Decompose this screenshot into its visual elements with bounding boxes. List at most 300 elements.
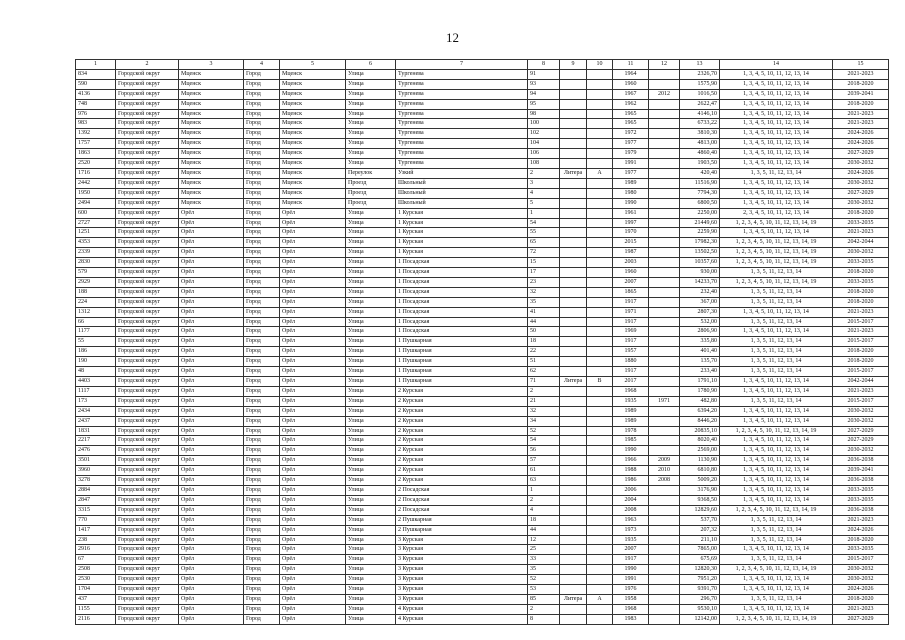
table-cell: 2033-2035 xyxy=(833,485,889,495)
table-cell xyxy=(649,485,680,495)
table-cell: 2042-2044 xyxy=(833,238,889,248)
table-cell: 2030-2032 xyxy=(833,575,889,585)
table-cell: 1, 3, 4, 5, 10, 11, 12, 13, 14 xyxy=(720,307,833,317)
table-cell xyxy=(649,268,680,278)
table-cell: 3176,90 xyxy=(680,485,720,495)
table-cell: Улица xyxy=(346,208,396,218)
table-cell: 9368,50 xyxy=(680,495,720,505)
table-row xyxy=(76,238,889,248)
table-cell: 33 xyxy=(528,555,560,565)
table-cell: 1, 3, 4, 5, 10, 11, 12, 13, 14 xyxy=(720,406,833,416)
table-cell: Мценск xyxy=(280,69,346,79)
table-cell: Орёл xyxy=(280,327,346,337)
table-row xyxy=(76,178,889,188)
table-cell: 41 xyxy=(528,307,560,317)
table-cell: Орёл xyxy=(179,208,244,218)
table-cell: Орёл xyxy=(280,297,346,307)
table-cell: 63 xyxy=(528,476,560,486)
table-row xyxy=(76,357,889,367)
table-cell xyxy=(587,188,613,198)
table-cell: Тургенева xyxy=(396,119,528,129)
table-cell xyxy=(649,416,680,426)
table-cell: 6733,22 xyxy=(680,119,720,129)
table-cell xyxy=(649,495,680,505)
table-cell: 2024-2026 xyxy=(833,168,889,178)
table-cell: Улица xyxy=(346,377,396,387)
table-cell: Орёл xyxy=(280,238,346,248)
table-cell: 2018-2020 xyxy=(833,287,889,297)
table-cell: Школьный xyxy=(396,198,528,208)
table-cell xyxy=(560,575,587,585)
table-cell xyxy=(587,327,613,337)
table-cell: Улица xyxy=(346,139,396,149)
table-cell: 1, 2, 3, 4, 5, 10, 11, 12, 13, 14, 19 xyxy=(720,248,833,258)
table-cell: Город xyxy=(244,268,280,278)
table-cell: Городской округ xyxy=(116,476,179,486)
table-cell: 2021-2023 xyxy=(833,515,889,525)
table-cell: Улица xyxy=(346,485,396,495)
table-cell: 4353 xyxy=(76,238,116,248)
table-cell xyxy=(560,386,587,396)
table-cell: Город xyxy=(244,485,280,495)
table-cell: 1977 xyxy=(613,139,649,149)
table-cell: 3 Курская xyxy=(396,594,528,604)
table-cell: 32 xyxy=(528,406,560,416)
table-cell: 1, 3, 5, 11, 12, 13, 14 xyxy=(720,555,833,565)
table-cell: Улица xyxy=(346,367,396,377)
table-cell: 2 Курская xyxy=(396,436,528,446)
table-row xyxy=(76,89,889,99)
table-cell xyxy=(649,198,680,208)
table-cell: 44 xyxy=(528,525,560,535)
column-header: 1 xyxy=(76,60,116,70)
table-row xyxy=(76,466,889,476)
table-cell: 2 Курская xyxy=(396,426,528,436)
table-cell: Орёл xyxy=(280,307,346,317)
table-cell: Тургенева xyxy=(396,149,528,159)
table-cell: 57 xyxy=(528,456,560,466)
table-cell: 1965 xyxy=(613,119,649,129)
table-cell xyxy=(560,416,587,426)
table-cell xyxy=(649,327,680,337)
table-cell xyxy=(649,505,680,515)
table-cell: Литера xyxy=(560,168,587,178)
table-cell: 44 xyxy=(528,317,560,327)
table-cell: Орёл xyxy=(179,337,244,347)
table-cell: Орёл xyxy=(179,357,244,367)
table-cell: 102 xyxy=(528,129,560,139)
table-cell: 1155 xyxy=(76,604,116,614)
table-cell xyxy=(587,317,613,327)
table-cell: 2 Курская xyxy=(396,406,528,416)
table-cell xyxy=(587,228,613,238)
column-header: 8 xyxy=(528,60,560,70)
table-cell: Орёл xyxy=(280,416,346,426)
table-cell: Городской округ xyxy=(116,277,179,287)
table-cell: Городской округ xyxy=(116,456,179,466)
table-cell: 2009 xyxy=(649,456,680,466)
table-cell: Орёл xyxy=(179,456,244,466)
table-cell: 1 Пушкарная xyxy=(396,377,528,387)
table-cell: 1, 3, 4, 5, 10, 11, 12, 13, 14 xyxy=(720,188,833,198)
table-cell: Город xyxy=(244,535,280,545)
table-cell: 85 xyxy=(528,594,560,604)
table-cell: Городской округ xyxy=(116,297,179,307)
table-cell: 1, 3, 5, 11, 12, 13, 14 xyxy=(720,317,833,327)
table-cell: Город xyxy=(244,416,280,426)
table-cell: 1312 xyxy=(76,307,116,317)
table-cell xyxy=(649,238,680,248)
table-cell xyxy=(560,317,587,327)
table-cell: 8020,40 xyxy=(680,436,720,446)
table-cell: 23 xyxy=(528,277,560,287)
table-cell: 2847 xyxy=(76,495,116,505)
column-header: 14 xyxy=(720,60,833,70)
table-cell: 1917 xyxy=(613,337,649,347)
table-cell: 1969 xyxy=(613,327,649,337)
table-cell: Город xyxy=(244,188,280,198)
table-cell: 590 xyxy=(76,79,116,89)
table-cell: Орёл xyxy=(280,505,346,515)
table-cell xyxy=(649,159,680,169)
table-cell xyxy=(587,99,613,109)
table-cell: 367,00 xyxy=(680,297,720,307)
table-cell: Мценск xyxy=(179,89,244,99)
table-row xyxy=(76,297,889,307)
table-cell: Орёл xyxy=(179,386,244,396)
table-cell: 2442 xyxy=(76,178,116,188)
table-cell xyxy=(649,79,680,89)
table-cell: Город xyxy=(244,109,280,119)
table-cell xyxy=(560,367,587,377)
table-cell xyxy=(560,347,587,357)
table-cell xyxy=(560,485,587,495)
table-cell: 2039-2041 xyxy=(833,89,889,99)
table-cell xyxy=(587,515,613,525)
table-cell xyxy=(587,367,613,377)
table-cell xyxy=(649,386,680,396)
table-cell: Тургенева xyxy=(396,129,528,139)
table-row xyxy=(76,228,889,238)
table-cell xyxy=(560,456,587,466)
table-cell: 2929 xyxy=(76,277,116,287)
table-cell: 2036-2038 xyxy=(833,505,889,515)
table-cell: 1130,90 xyxy=(680,456,720,466)
table-cell: 1, 2, 3, 4, 5, 10, 11, 12, 13, 14, 19 xyxy=(720,277,833,287)
table-cell: 1 Пушкарная xyxy=(396,347,528,357)
table-cell: 1865 xyxy=(613,287,649,297)
table-cell: Орёл xyxy=(179,317,244,327)
table-cell: 1 Посадская xyxy=(396,287,528,297)
table-cell: Мценск xyxy=(179,188,244,198)
table-cell: Орёл xyxy=(179,575,244,585)
table-cell: Орёл xyxy=(179,485,244,495)
table-cell: 2437 xyxy=(76,416,116,426)
table-cell: 1935 xyxy=(613,396,649,406)
table-cell xyxy=(587,614,613,624)
table-cell: 1990 xyxy=(613,565,649,575)
table-cell: Улица xyxy=(346,337,396,347)
table-cell: 1967 xyxy=(613,89,649,99)
table-cell xyxy=(560,287,587,297)
table-row xyxy=(76,386,889,396)
table-cell: Улица xyxy=(346,406,396,416)
column-header: 6 xyxy=(346,60,396,70)
table-cell: 2 Курская xyxy=(396,396,528,406)
table-cell: Улица xyxy=(346,585,396,595)
table-row xyxy=(76,377,889,387)
table-cell: Городской округ xyxy=(116,585,179,595)
table-cell xyxy=(587,386,613,396)
table-cell: 1 Курская xyxy=(396,248,528,258)
table-cell: 1, 3, 4, 5, 10, 11, 12, 13, 14 xyxy=(720,129,833,139)
table-cell: 1, 3, 5, 11, 12, 13, 14 xyxy=(720,515,833,525)
table-cell: Орёл xyxy=(179,505,244,515)
table-cell: 12 xyxy=(528,535,560,545)
table-cell: Город xyxy=(244,297,280,307)
table-cell: Улица xyxy=(346,238,396,248)
table-cell xyxy=(560,69,587,79)
table-row xyxy=(76,198,889,208)
table-cell: 61 xyxy=(528,466,560,476)
table-cell: Городской округ xyxy=(116,327,179,337)
table-cell: Орёл xyxy=(179,585,244,595)
table-cell xyxy=(560,476,587,486)
table-cell: 1, 3, 4, 5, 10, 11, 12, 13, 14 xyxy=(720,436,833,446)
table-cell xyxy=(560,119,587,129)
table-cell: Городской округ xyxy=(116,149,179,159)
table-cell: 1, 3, 4, 5, 10, 11, 12, 13, 14 xyxy=(720,119,833,129)
table-cell: 3 Курская xyxy=(396,575,528,585)
table-cell: 675,69 xyxy=(680,555,720,565)
table-cell xyxy=(560,99,587,109)
table-cell: 1757 xyxy=(76,139,116,149)
table-cell: Город xyxy=(244,367,280,377)
table-cell xyxy=(587,129,613,139)
table-cell xyxy=(649,575,680,585)
table-cell: 1965 xyxy=(613,109,649,119)
table-cell xyxy=(587,208,613,218)
table-cell: 2 Курская xyxy=(396,476,528,486)
table-cell xyxy=(560,614,587,624)
table-cell: Узкий xyxy=(396,168,528,178)
table-cell: 108 xyxy=(528,159,560,169)
table-cell: Городской округ xyxy=(116,436,179,446)
table-cell: 2116 xyxy=(76,614,116,624)
table-cell: 1971 xyxy=(613,307,649,317)
table-cell: Проезд xyxy=(346,198,396,208)
table-cell: Городской округ xyxy=(116,109,179,119)
table-row xyxy=(76,406,889,416)
table-cell: 1, 3, 5, 11, 12, 13, 14 xyxy=(720,357,833,367)
table-cell: 2018-2020 xyxy=(833,208,889,218)
table-cell: Орёл xyxy=(179,446,244,456)
table-cell: 1990 xyxy=(613,446,649,456)
table-cell: Мценск xyxy=(179,79,244,89)
table-cell: 1, 3, 5, 11, 12, 13, 14 xyxy=(720,594,833,604)
table-cell: Улица xyxy=(346,357,396,367)
table-cell xyxy=(587,248,613,258)
table-cell: 1117 xyxy=(76,386,116,396)
table-cell: 1950 xyxy=(76,188,116,198)
table-cell: 2 Посадская xyxy=(396,495,528,505)
table-cell xyxy=(649,347,680,357)
table-cell: Мценск xyxy=(280,149,346,159)
table-cell: 1863 xyxy=(76,149,116,159)
table-cell: 21449,60 xyxy=(680,218,720,228)
table-cell: 2021-2023 xyxy=(833,109,889,119)
table-cell: Улица xyxy=(346,416,396,426)
table-cell: 1, 3, 5, 11, 12, 13, 14 xyxy=(720,168,833,178)
table-cell: 2018-2020 xyxy=(833,297,889,307)
table-cell: 1, 2, 3, 4, 5, 10, 11, 12, 13, 14, 19 xyxy=(720,258,833,268)
table-cell xyxy=(649,367,680,377)
table-cell: 2830 xyxy=(76,258,116,268)
table-cell xyxy=(560,406,587,416)
table-cell: 7794,30 xyxy=(680,188,720,198)
table-cell xyxy=(560,555,587,565)
table-row xyxy=(76,446,889,456)
table-cell: 3 Курская xyxy=(396,535,528,545)
table-cell: 6810,80 xyxy=(680,466,720,476)
table-cell: Мценск xyxy=(179,139,244,149)
table-cell: 1716 xyxy=(76,168,116,178)
table-cell: Городской округ xyxy=(116,79,179,89)
table-cell: 2012 xyxy=(649,89,680,99)
table-cell: Городской округ xyxy=(116,287,179,297)
table-cell: Город xyxy=(244,565,280,575)
table-cell: Мценск xyxy=(179,99,244,109)
table-cell: Орёл xyxy=(280,367,346,377)
table-cell: 7951,20 xyxy=(680,575,720,585)
table-cell: 834 xyxy=(76,69,116,79)
table-cell: 2015-2017 xyxy=(833,337,889,347)
table-cell: 1, 2, 3, 4, 5, 10, 11, 12, 13, 14, 19 xyxy=(720,238,833,248)
table-cell: Город xyxy=(244,377,280,387)
table-cell xyxy=(587,535,613,545)
table-cell: Орёл xyxy=(280,228,346,238)
table-cell: 2015-2017 xyxy=(833,367,889,377)
table-cell: 1, 3, 4, 5, 10, 11, 12, 13, 14 xyxy=(720,149,833,159)
table-cell: 1 Пушкарная xyxy=(396,337,528,347)
table-cell: Город xyxy=(244,545,280,555)
table-cell: 976 xyxy=(76,109,116,119)
table-cell: Улица xyxy=(346,456,396,466)
table-cell: Город xyxy=(244,168,280,178)
table-cell: 2217 xyxy=(76,436,116,446)
table-cell xyxy=(587,238,613,248)
table-cell: 2024-2026 xyxy=(833,525,889,535)
table-cell xyxy=(649,436,680,446)
table-cell xyxy=(649,535,680,545)
table-cell: 1780,90 xyxy=(680,386,720,396)
table-cell: Орёл xyxy=(280,406,346,416)
table-cell xyxy=(587,476,613,486)
table-row xyxy=(76,545,889,555)
table-cell: Город xyxy=(244,446,280,456)
table-cell: Орёл xyxy=(179,277,244,287)
table-cell: 95 xyxy=(528,99,560,109)
table-cell: 2 xyxy=(528,168,560,178)
table-cell xyxy=(587,149,613,159)
table-cell: Орёл xyxy=(179,594,244,604)
table-cell: 2003 xyxy=(613,258,649,268)
table-row xyxy=(76,248,889,258)
table-cell xyxy=(560,208,587,218)
table-cell: 1177 xyxy=(76,327,116,337)
table-cell: 54 xyxy=(528,436,560,446)
table-cell: Город xyxy=(244,466,280,476)
table-cell: 1980 xyxy=(613,188,649,198)
table-cell xyxy=(649,337,680,347)
table-cell: 20835,10 xyxy=(680,426,720,436)
table-cell: 1997 xyxy=(613,218,649,228)
table-cell: Улица xyxy=(346,565,396,575)
table-cell: Мценск xyxy=(280,109,346,119)
table-cell: 9530,10 xyxy=(680,604,720,614)
table-cell: Улица xyxy=(346,268,396,278)
table-cell: Улица xyxy=(346,594,396,604)
table-cell: 335,80 xyxy=(680,337,720,347)
table-cell: 2 Курская xyxy=(396,416,528,426)
table-cell xyxy=(649,139,680,149)
table-cell xyxy=(560,495,587,505)
table-cell: 537,70 xyxy=(680,515,720,525)
table-cell: Улица xyxy=(346,446,396,456)
table-cell: Мценск xyxy=(280,79,346,89)
table-cell: Улица xyxy=(346,218,396,228)
table-cell: 104 xyxy=(528,139,560,149)
table-cell: 2030-2032 xyxy=(833,159,889,169)
table-cell: 1, 3, 4, 5, 10, 11, 12, 13, 14 xyxy=(720,466,833,476)
table-cell: 1903,50 xyxy=(680,159,720,169)
table-cell: Орёл xyxy=(280,347,346,357)
table-cell: 1963 xyxy=(613,515,649,525)
table-cell: 2021-2023 xyxy=(833,228,889,238)
table-cell: Орёл xyxy=(280,456,346,466)
table-cell: Улица xyxy=(346,505,396,515)
table-cell: Орёл xyxy=(280,208,346,218)
table-cell: 1, 3, 5, 11, 12, 13, 14 xyxy=(720,396,833,406)
table-cell: Мценск xyxy=(280,168,346,178)
table-cell: 1, 3, 5, 11, 12, 13, 14 xyxy=(720,347,833,357)
table-cell: 1, 3, 4, 5, 10, 11, 12, 13, 14 xyxy=(720,386,833,396)
table-cell xyxy=(649,307,680,317)
table-cell: Орёл xyxy=(179,525,244,535)
table-cell: 22 xyxy=(528,347,560,357)
table-cell: 2030-2032 xyxy=(833,416,889,426)
table-cell: 770 xyxy=(76,515,116,525)
table-cell: 1972 xyxy=(613,129,649,139)
table-cell xyxy=(649,614,680,624)
table-cell: 2 xyxy=(528,386,560,396)
table-cell: Улица xyxy=(346,89,396,99)
table-cell: Улица xyxy=(346,495,396,505)
table-cell xyxy=(560,565,587,575)
table-cell: 1989 xyxy=(613,416,649,426)
table-row xyxy=(76,515,889,525)
table-cell: 71 xyxy=(528,377,560,387)
table-cell: Тургенева xyxy=(396,109,528,119)
table-cell: 1986 xyxy=(613,476,649,486)
column-header: 10 xyxy=(587,60,613,70)
table-cell: 1987 xyxy=(613,248,649,258)
table-cell: Город xyxy=(244,575,280,585)
table-cell xyxy=(587,277,613,287)
table-cell: 17 xyxy=(528,268,560,278)
table-cell: Городской округ xyxy=(116,159,179,169)
table-cell: 2027-2029 xyxy=(833,149,889,159)
